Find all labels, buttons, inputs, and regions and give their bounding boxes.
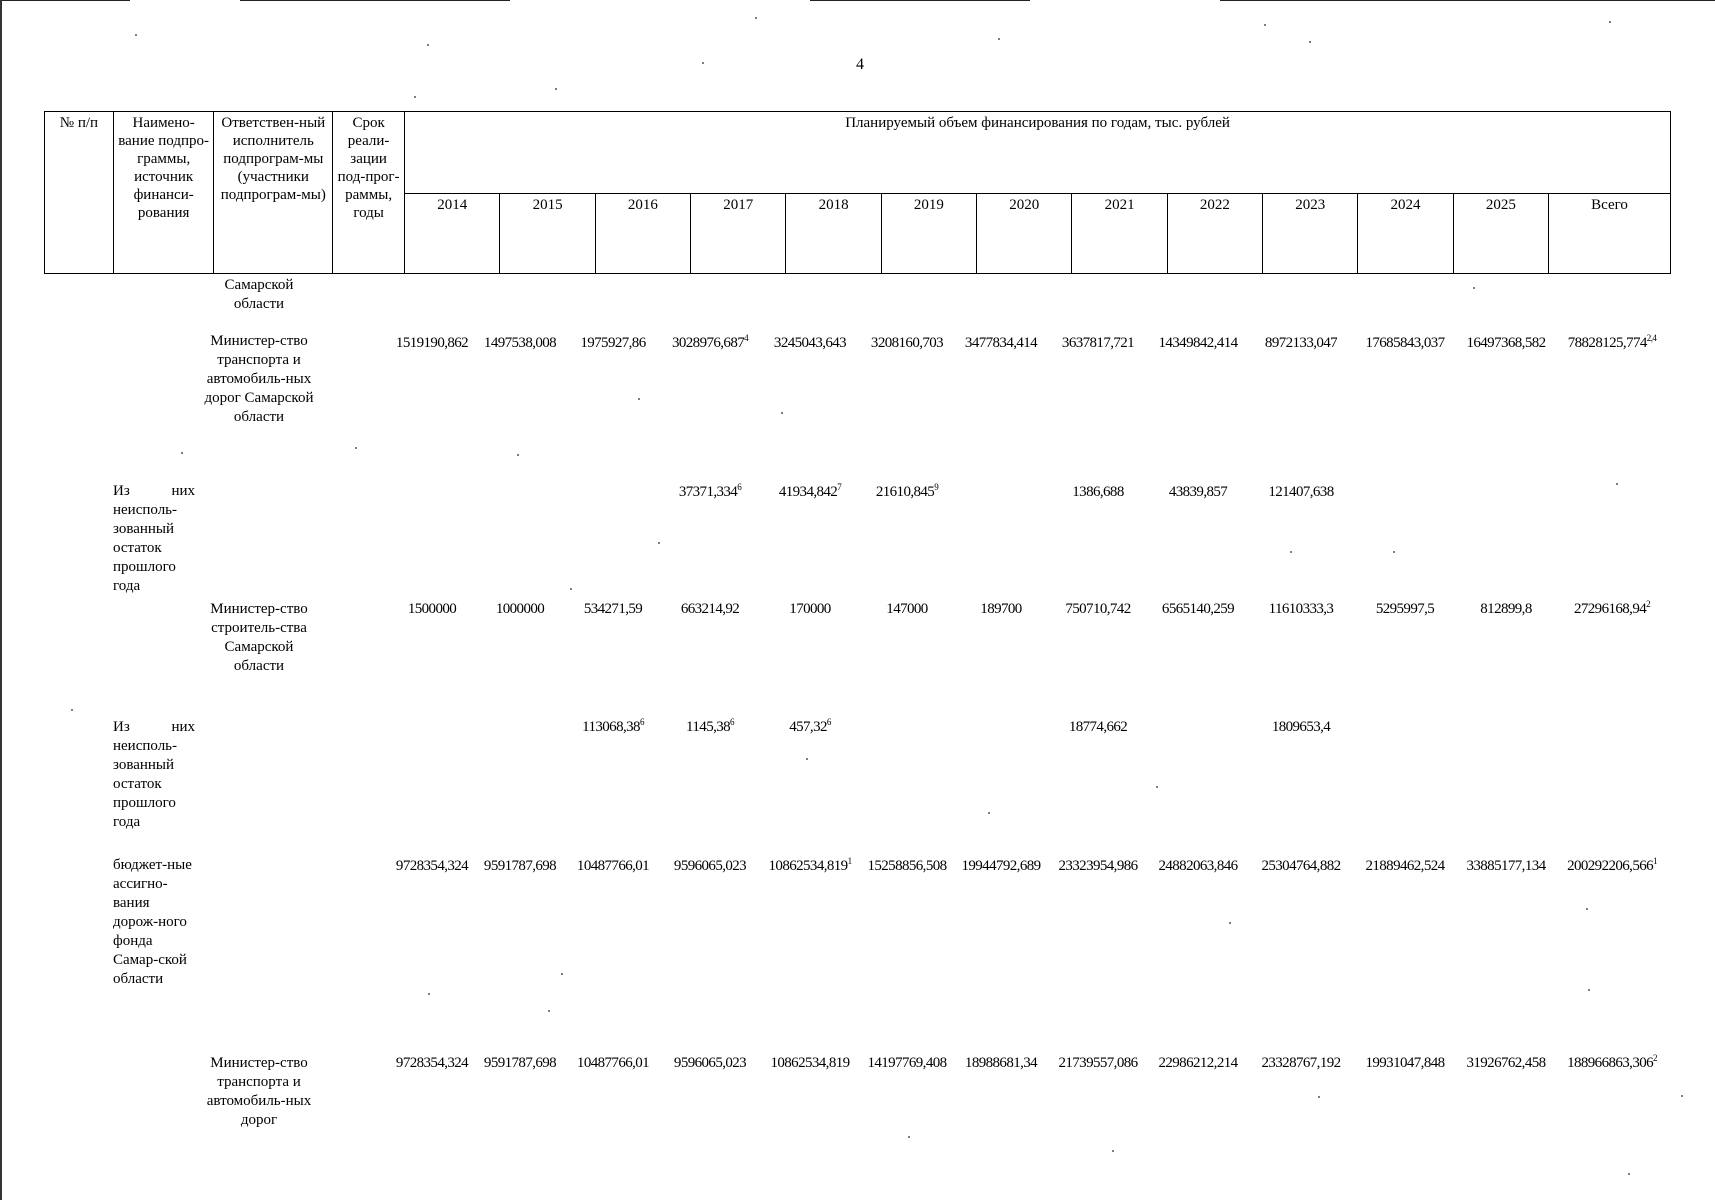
value-cell — [661, 718, 759, 737]
value-text: 188966863,306 — [1567, 1055, 1654, 1071]
source-label: Из них неисполь-зованный остаток прошлого года — [113, 483, 195, 594]
value-text: 43839,857 — [1168, 484, 1228, 500]
value-cell — [566, 857, 660, 876]
value-cell — [1050, 483, 1146, 502]
value-text: 78828125,774 — [1567, 335, 1647, 351]
value-cell — [477, 857, 563, 876]
value-text: 10487766,01 — [576, 858, 650, 874]
footnote-mark: 6 — [826, 717, 831, 727]
header-year-total: Всего — [1549, 194, 1671, 274]
value-cell — [862, 483, 952, 502]
value-cell — [661, 483, 759, 502]
value-cell — [1458, 857, 1554, 876]
value-text: 25304764,882 — [1261, 858, 1341, 874]
table-header — [44, 111, 1671, 274]
executor-label: Министер-ство транспорта и автомобиль-ных дорог Самарской области — [204, 333, 314, 425]
value-text: 200292206,566 — [1567, 858, 1654, 874]
value-text: 14349842,414 — [1158, 335, 1238, 351]
value-cell — [566, 718, 660, 737]
value-text: 9728354,324 — [395, 858, 469, 874]
value-cell — [1050, 857, 1146, 876]
value-cell — [566, 600, 660, 619]
header-year: 2014 — [405, 194, 500, 274]
value-text: 14197769,408 — [867, 1055, 947, 1071]
value-cell — [1556, 600, 1668, 619]
value-text: 189700 — [980, 601, 1022, 617]
value-cell — [758, 857, 862, 876]
executor-label: Министер-ство транспорта и автомобиль-ных дорог — [206, 1055, 312, 1128]
footnote-mark: 6 — [737, 482, 742, 492]
value-text: 663214,92 — [680, 601, 740, 617]
header-year: 2023 — [1263, 194, 1358, 274]
value-cell — [1354, 600, 1456, 619]
source-label: Из них неисполь-зованный остаток прошлого года — [113, 719, 195, 830]
value-text: 31926762,458 — [1466, 1055, 1546, 1071]
value-cell — [1146, 483, 1250, 502]
value-text: 9596065,023 — [673, 858, 747, 874]
header-no: № п/п — [45, 112, 114, 274]
value-cell — [862, 857, 952, 876]
value-text: 812899,8 — [1480, 601, 1532, 617]
value-text: 16497368,582 — [1466, 335, 1546, 351]
value-cell — [862, 1054, 952, 1073]
value-text: 17685843,037 — [1365, 335, 1445, 351]
value-text: 9591787,698 — [483, 858, 557, 874]
value-cell — [862, 600, 952, 619]
value-cell — [1458, 1054, 1554, 1073]
value-cell — [1146, 1054, 1250, 1073]
value-text: 9728354,324 — [395, 1055, 469, 1071]
value-text: 3477834,414 — [964, 335, 1038, 351]
header-year: 2022 — [1167, 194, 1262, 274]
header-executor: Ответствен-ный исполнитель подпрограм-мы (участники подпрограм-мы) — [214, 112, 333, 274]
value-cell — [862, 334, 952, 353]
value-text: 1497538,008 — [483, 335, 557, 351]
value-cell — [388, 334, 476, 353]
value-cell — [1050, 334, 1146, 353]
value-cell — [388, 600, 476, 619]
footnote-mark: 9 — [934, 482, 939, 492]
value-cell — [758, 718, 862, 737]
value-cell — [955, 1054, 1047, 1073]
value-text: 22986212,214 — [1158, 1055, 1238, 1071]
value-text: 1386,688 — [1072, 484, 1124, 500]
footnote-mark: 2 — [1653, 1053, 1657, 1063]
value-cell — [1251, 334, 1351, 353]
value-text: 18774,662 — [1068, 719, 1128, 735]
footnote-mark: 2 — [1646, 599, 1651, 609]
value-text: 21739557,086 — [1058, 1055, 1138, 1071]
value-text: 750710,742 — [1065, 601, 1131, 617]
value-cell — [1251, 483, 1351, 502]
header-name: Наимено-вание подпро-граммы, источник финанси-рования — [113, 112, 214, 274]
value-cell — [1146, 334, 1250, 353]
value-cell — [388, 1054, 476, 1073]
value-text: 1809653,4 — [1271, 719, 1331, 735]
value-text: 23328767,192 — [1261, 1055, 1341, 1071]
value-text: 41934,842 — [778, 484, 838, 500]
value-text: 147000 — [886, 601, 928, 617]
footnote-mark: 1 — [1653, 856, 1657, 866]
value-text: 10487766,01 — [576, 1055, 650, 1071]
value-text: 27296168,94 — [1573, 601, 1647, 617]
value-text: 19944792,689 — [961, 858, 1041, 874]
value-cell — [1556, 857, 1668, 876]
value-text: 1500000 — [407, 601, 457, 617]
value-cell — [1050, 718, 1146, 737]
value-cell — [1354, 1054, 1456, 1073]
value-cell — [1146, 600, 1250, 619]
value-cell — [661, 857, 759, 876]
source-label: бюджет-ные ассигно-вания дорож-ного фонда Самар-ской области — [113, 857, 192, 987]
header-year: 2015 — [500, 194, 595, 274]
value-text: 1975927,86 — [580, 335, 646, 351]
value-text: 15258856,508 — [867, 858, 947, 874]
value-cell — [1251, 1054, 1351, 1073]
header-year: 2025 — [1453, 194, 1548, 274]
header-year: 2017 — [691, 194, 786, 274]
footnote-mark: 7 — [837, 482, 842, 492]
value-text: 21610,845 — [875, 484, 935, 500]
value-text: 33885177,134 — [1466, 858, 1546, 874]
value-text: 534271,59 — [583, 601, 643, 617]
header-year: 2024 — [1358, 194, 1453, 274]
value-cell — [758, 600, 862, 619]
value-cell — [1458, 600, 1554, 619]
value-cell — [1556, 1054, 1668, 1073]
header-year: 2016 — [595, 194, 690, 274]
value-text: 9591787,698 — [483, 1055, 557, 1071]
value-text: 10862534,819 — [768, 858, 848, 874]
value-cell — [1354, 334, 1456, 353]
header-year: 2020 — [977, 194, 1072, 274]
value-cell — [477, 334, 563, 353]
value-cell — [1458, 334, 1554, 353]
value-cell — [1251, 857, 1351, 876]
value-text: 11610333,3 — [1268, 601, 1334, 617]
page-number: 4 — [856, 56, 864, 73]
footnote-mark: 1 — [847, 856, 852, 866]
value-cell — [661, 600, 759, 619]
header-plan: Планируемый объем финансирования по годам, тыс. рублей — [405, 112, 1671, 194]
value-cell — [477, 1054, 563, 1073]
value-cell — [566, 334, 660, 353]
value-text: 21889462,524 — [1365, 858, 1445, 874]
header-year: 2021 — [1072, 194, 1167, 274]
footnote-mark: 6 — [730, 717, 734, 727]
value-cell — [1146, 857, 1250, 876]
executor-label: Самарской области — [224, 277, 294, 312]
value-text: 113068,38 — [582, 719, 640, 735]
value-cell — [661, 1054, 759, 1073]
value-cell — [661, 334, 759, 353]
value-text: 3637817,721 — [1061, 335, 1135, 351]
value-text: 3028976,687 — [671, 335, 745, 351]
footnote-mark: 2,4 — [1646, 333, 1657, 343]
value-text: 19931047,848 — [1365, 1055, 1445, 1071]
value-text: 6565140,259 — [1161, 601, 1235, 617]
value-cell — [955, 857, 1047, 876]
value-text: 1000000 — [495, 601, 545, 617]
value-text: 5295997,5 — [1375, 601, 1435, 617]
value-text: 8972133,047 — [1264, 335, 1338, 351]
value-cell — [1251, 600, 1351, 619]
executor-label: Министер-ство строитель-ства Самарской области — [210, 601, 308, 674]
value-cell — [1050, 1054, 1146, 1073]
header-year: 2018 — [786, 194, 881, 274]
value-text: 37371,334 — [678, 484, 738, 500]
value-cell — [1251, 718, 1351, 737]
value-text: 1519190,862 — [395, 335, 469, 351]
value-text: 18988681,34 — [964, 1055, 1038, 1071]
footnote-mark: 4 — [744, 333, 749, 343]
header-term: Срок реали-зации под-прог-раммы, годы — [333, 112, 405, 274]
value-text: 10862534,819 — [770, 1055, 850, 1071]
header-year: 2019 — [881, 194, 976, 274]
value-cell — [477, 600, 563, 619]
value-text: 170000 — [789, 601, 831, 617]
value-cell — [1354, 857, 1456, 876]
footnote-mark: 6 — [639, 717, 644, 727]
value-text: 3208160,703 — [870, 335, 944, 351]
value-text: 24882063,846 — [1158, 858, 1238, 874]
value-cell — [758, 1054, 862, 1073]
value-cell — [955, 600, 1047, 619]
value-cell — [1050, 600, 1146, 619]
value-cell — [566, 1054, 660, 1073]
value-text: 457,32 — [789, 719, 827, 735]
value-cell — [758, 483, 862, 502]
value-text: 1145,38 — [686, 719, 731, 735]
value-cell — [955, 334, 1047, 353]
value-text: 9596065,023 — [673, 1055, 747, 1071]
value-text: 3245043,643 — [773, 335, 847, 351]
value-text: 23323954,986 — [1058, 858, 1138, 874]
value-cell — [1556, 334, 1668, 353]
value-text: 121407,638 — [1268, 484, 1334, 500]
value-cell — [388, 857, 476, 876]
value-cell — [758, 334, 862, 353]
